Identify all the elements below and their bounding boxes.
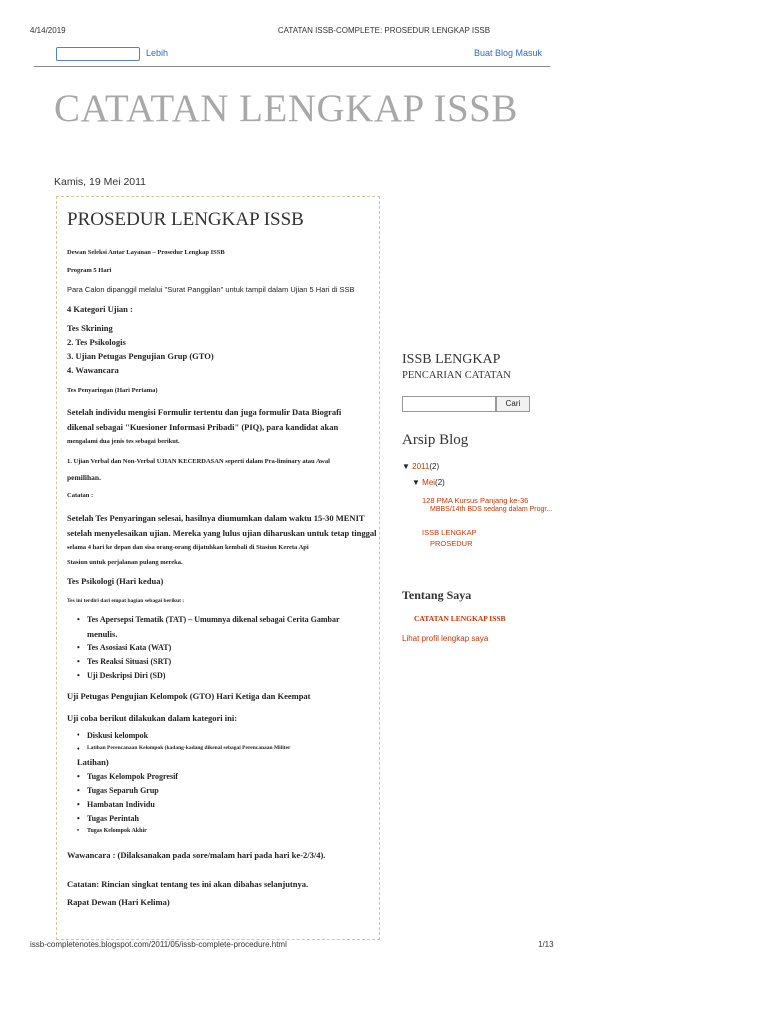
post-line: Catatan : bbox=[67, 492, 94, 499]
archive-month[interactable] bbox=[412, 478, 445, 487]
post-line: 4 Kategori Ujian : bbox=[67, 304, 133, 314]
footer-url: issb-completenotes.blogspot.com/2011/05/issb-complete-procedure.html bbox=[30, 940, 287, 949]
post-line: Latihan) bbox=[77, 757, 109, 767]
list-item: ♦ Diskusi kelompok bbox=[87, 731, 148, 740]
post-line: 4. Wawancara bbox=[67, 365, 119, 375]
post-line: Setelah Tes Penyaringan selesai, hasilnya diumumkan dalam waktu 15-30 MENIT bbox=[67, 513, 365, 523]
post-line: pemilihan. bbox=[67, 473, 101, 482]
post-line: 2. Tes Psikologis bbox=[67, 337, 126, 347]
list-item: • Hambatan Individu bbox=[87, 800, 155, 809]
archive-year[interactable] bbox=[402, 462, 439, 471]
post-line: dikenal sebagai "Kuesioner Informasi Pribadi" (PIQ), para kandidat akan bbox=[67, 422, 339, 432]
post-line: Rapat Dewan (Hari Kelima) bbox=[67, 897, 170, 907]
post-line: Para Calon dipanggil melalui "Surat Panggilan" untuk tampil dalam Ujian 5 Hari di SSB bbox=[67, 285, 355, 294]
profile-link[interactable]: Lihat profil lengkap saya bbox=[402, 634, 489, 643]
post-line: 1. Ujian Verbal dan Non-Verbal UJIAN KECERDASAN seperti dalam Pra-liminary atau Awal bbox=[67, 458, 330, 465]
post-line: selama 4 hari ke depan dan sisa orang-orang dijatuhkan kembali di Stasiun Kereta Api bbox=[67, 544, 309, 551]
footer-page: 1/13 bbox=[538, 940, 554, 949]
blog-search-input[interactable] bbox=[402, 396, 496, 412]
list-item: • Tes Apersepsi Tematik (TAT) – Umumnya dikenal sebagai Cerita Gambar bbox=[87, 615, 340, 624]
list-item: ♦ Latihan Perencanaan Kelompok (kadang-kadang dikenal sebagai Perencanaan Militer bbox=[87, 745, 290, 751]
search-widget-subtitle: PENCARIAN CATATAN bbox=[402, 370, 511, 381]
list-item: • Tes Asosiasi Kata (WAT) bbox=[87, 643, 171, 652]
post-body bbox=[56, 196, 380, 940]
list-item: • Tugas Kelompok Akhir bbox=[87, 828, 147, 834]
print-date: 4/14/2019 bbox=[30, 26, 66, 35]
navbar-search-input[interactable] bbox=[56, 47, 140, 61]
search-widget-title: ISSB LENGKAP bbox=[402, 352, 501, 367]
post-line: Uji Petugas Pengujian Kelompok (GTO) Hari Ketiga dan Keempat bbox=[67, 691, 311, 701]
list-item: • Uji Deskripsi Diri (SD) bbox=[87, 671, 165, 680]
toggle-icon[interactable]: ▼ bbox=[402, 462, 410, 471]
post-line: 3. Ujian Petugas Pengujian Grup (GTO) bbox=[67, 351, 214, 361]
archive-month-link[interactable]: Mei bbox=[422, 478, 436, 487]
about-title: Tentang Saya bbox=[402, 588, 472, 602]
create-blog-link[interactable]: Buat Blog Masuk bbox=[474, 48, 543, 58]
post-date: Kamis, 19 Mei 2011 bbox=[54, 176, 147, 188]
archive-title: Arsip Blog bbox=[402, 432, 469, 448]
archive-post-link[interactable]: MBBS/14th BDS sedang dalam Progr... bbox=[430, 506, 553, 513]
post-line: menulis. bbox=[87, 629, 118, 639]
post-title[interactable]: PROSEDUR LENGKAP ISSB bbox=[67, 209, 304, 230]
toggle-icon[interactable]: ▼ bbox=[412, 478, 420, 487]
more-link[interactable]: Lebih bbox=[146, 48, 169, 58]
post-line: mengalami dua jenis tes sebagai berikut. bbox=[67, 438, 180, 445]
post-line: Tes Penyaringan (Hari Pertama) bbox=[67, 387, 158, 394]
archive-month-count: (2) bbox=[435, 478, 445, 487]
blog-title[interactable]: CATATAN LENGKAP ISSB bbox=[54, 87, 518, 130]
archive-post-link[interactable]: 128 PMA Kursus Panjang ke-36 bbox=[422, 496, 529, 505]
post-line: Dewan Seleksi Antar Layanan – Prosedur Lengkap ISSB bbox=[67, 249, 225, 256]
post-line: Wawancara : (Dilaksanakan pada sore/malam hari pada hari ke-2/3/4). bbox=[67, 850, 326, 860]
archive-post-link[interactable]: ISSB LENGKAP bbox=[422, 528, 477, 537]
list-item: • Tes Reaksi Situasi (SRT) bbox=[87, 657, 171, 666]
list-item: • Tugas Perintah bbox=[87, 814, 139, 823]
list-item: • Tugas Kelompok Progresif bbox=[87, 772, 178, 781]
post-line: Stasiun untuk perjalanan pulang mereka. bbox=[67, 559, 183, 566]
list-item: • Tugas Separuh Grup bbox=[87, 786, 159, 795]
search-button[interactable]: Cari bbox=[496, 396, 530, 412]
print-title: CATATAN ISSB-COMPLETE: PROSEDUR LENGKAP ISSB bbox=[277, 26, 491, 35]
post-line: setelah menyelesaikan ujian. Mereka yang lulus ujian diharuskan untuk tetap tinggal bbox=[67, 528, 377, 538]
archive-year-link[interactable]: 2011 bbox=[412, 462, 430, 471]
post-line: Tes ini terdiri dari empat bagian sebagai berikut : bbox=[67, 598, 185, 604]
archive-year-count: (2) bbox=[429, 462, 440, 471]
post-line: Setelah individu mengisi Formulir tertentu dan juga formulir Data Biografi bbox=[67, 407, 342, 417]
about-name-link[interactable]: CATATAN LENGKAP ISSB bbox=[414, 614, 506, 623]
post-line: Catatan: Rincian singkat tentang tes ini akan dibahas selanjutnya. bbox=[67, 879, 309, 889]
post-line: Tes Psikologi (Hari kedua) bbox=[67, 576, 164, 586]
blogger-navbar bbox=[34, 44, 550, 67]
post-line: Program 5 Hari bbox=[67, 267, 112, 274]
archive-post-link[interactable]: PROSEDUR bbox=[430, 539, 473, 548]
post-line: Uji coba berikut dilakukan dalam kategori ini: bbox=[67, 713, 238, 723]
post-line: Tes Skrining bbox=[67, 323, 113, 333]
